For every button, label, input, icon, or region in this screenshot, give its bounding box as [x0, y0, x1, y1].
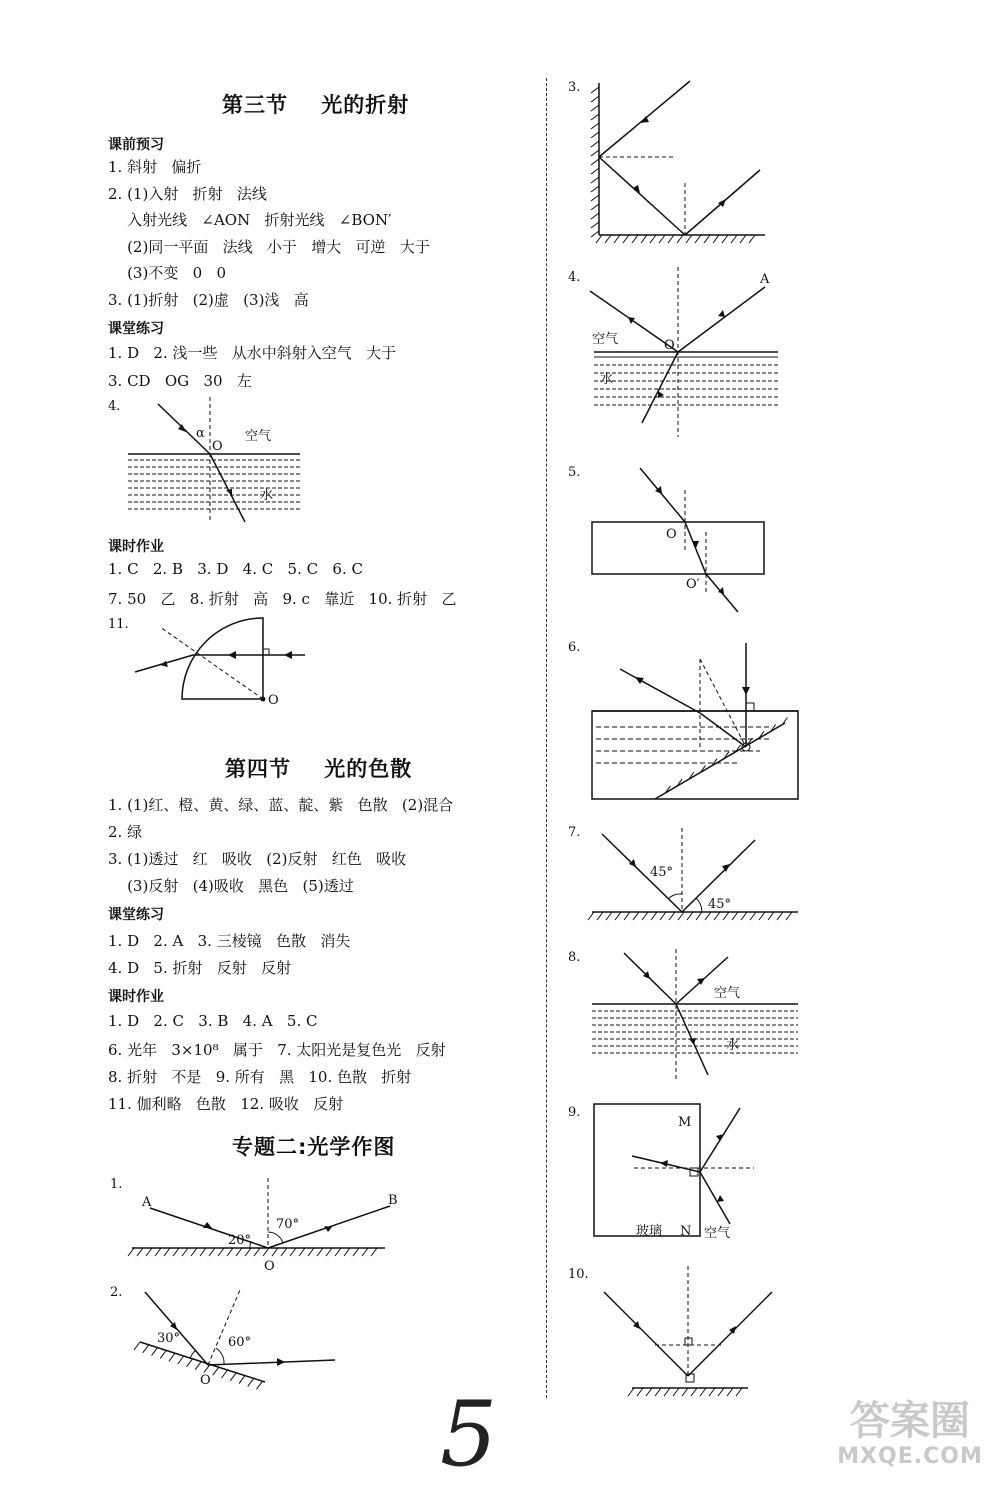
sec4-preview-line-4: (3)反射 (4)吸收 黑色 (5)透过 — [108, 877, 354, 895]
surface-hatch — [591, 204, 599, 210]
surface-hatch — [624, 912, 630, 920]
sec4-homework-line-4: 11. 伽利略 色散 12. 吸收 反射 — [108, 1095, 344, 1113]
figure-number: 1. — [110, 1177, 123, 1192]
surface-hatch — [248, 1378, 254, 1386]
sec4-classwork-line-2: 4. D 5. 折射 反射 反射 — [108, 959, 292, 977]
surface-hatch — [588, 912, 594, 920]
surface-hatch — [227, 1248, 233, 1256]
surface-hatch — [705, 912, 711, 920]
point-n-label: N — [680, 1224, 692, 1239]
surface-hatch — [628, 1388, 634, 1396]
sec3-preview-line-3: 入射光线 ∠AON 折射光线 ∠BON′ — [108, 211, 392, 229]
figure-number: 8. — [568, 950, 581, 965]
figure-6 — [560, 635, 805, 805]
surface-hatch — [696, 912, 702, 920]
point-a-label: A — [142, 1195, 152, 1210]
surface-hatch — [335, 1248, 341, 1256]
surface-hatch — [344, 1248, 350, 1256]
section3-title: 第三节 光的折射 — [222, 93, 410, 117]
surface-hatch — [740, 235, 746, 243]
surface-hatch — [704, 235, 710, 243]
air-label: 空气 — [714, 986, 741, 1001]
surface-hatch — [736, 1388, 742, 1396]
sec3-figure-11 — [100, 612, 320, 712]
surface-hatch — [669, 912, 675, 920]
sec3-classwork-line-2: 3. CD OG 30 左 — [108, 372, 252, 390]
water-label: 水 — [600, 372, 614, 387]
figure-4 — [560, 265, 790, 440]
surface-hatch — [143, 1345, 149, 1353]
surface-hatch — [641, 235, 647, 243]
surface-hatch — [218, 1248, 224, 1256]
figure-number: 6. — [568, 640, 581, 655]
figure-number: 11. — [108, 617, 129, 632]
surface-hatch — [633, 912, 639, 920]
sec3-preview-line-6: 3. (1)折射 (2)虚 (3)浅 高 — [108, 291, 309, 309]
sec3-preview-heading: 课前预习 — [108, 137, 164, 153]
angle-70-label: 70° — [276, 1217, 300, 1232]
air-label: 空气 — [592, 332, 619, 347]
point-o-label: O — [268, 693, 279, 708]
surface-hatch — [591, 141, 599, 147]
surface-hatch — [187, 1359, 193, 1367]
surface-hatch — [673, 1388, 679, 1396]
surface-hatch — [714, 912, 720, 920]
surface-hatch — [718, 1388, 724, 1396]
surface-hatch — [632, 235, 638, 243]
surface-hatch — [655, 1388, 661, 1396]
page-number: 5 — [440, 1382, 498, 1487]
angle-45-right-label: 45° — [708, 897, 732, 912]
surface-hatch — [700, 1388, 706, 1396]
surface-hatch — [254, 1248, 260, 1256]
point-o-label: O — [666, 527, 677, 542]
sec4-homework-heading: 课时作业 — [108, 989, 164, 1005]
column-divider — [546, 78, 547, 1398]
watermark-logo — [826, 1398, 994, 1469]
figure-number: 7. — [568, 825, 581, 840]
figure-number: 2. — [110, 1285, 123, 1300]
angle-20-label: 20° — [228, 1233, 252, 1248]
surface-hatch — [591, 123, 599, 129]
surface-hatch — [137, 1248, 143, 1256]
surface-hatch — [623, 235, 629, 243]
sec4-homework-line-3: 8. 折射 不是 9. 所有 黑 10. 色散 折射 — [108, 1068, 412, 1086]
surface-hatch — [195, 1362, 201, 1370]
surface-hatch — [659, 235, 665, 243]
surface-hatch — [152, 1348, 158, 1356]
surface-hatch — [591, 177, 599, 183]
surface-hatch — [668, 235, 674, 243]
surface-hatch — [741, 912, 747, 920]
surface-hatch — [615, 912, 621, 920]
surface-hatch — [750, 912, 756, 920]
sec4-homework-line-1: 1. D 2. C 3. B 4. A 5. C — [108, 1012, 318, 1030]
figure-number: 4. — [108, 399, 121, 414]
surface-hatch — [731, 235, 737, 243]
surface-hatch — [732, 912, 738, 920]
air-label: 空气 — [704, 1226, 731, 1241]
sec3-homework-line-1: 1. C 2. B 3. D 4. C 5. C 6. C — [108, 560, 363, 578]
sec4-preview-line-3: 3. (1)透过 红 吸收 (2)反射 红色 吸收 — [108, 850, 407, 868]
surface-hatch — [591, 159, 599, 165]
surface-hatch — [326, 1248, 332, 1256]
surface-hatch — [677, 235, 683, 243]
surface-hatch — [230, 1373, 236, 1381]
surface-hatch — [614, 235, 620, 243]
sec3-classwork-line-1: 1. D 2. 浅一些 从水中斜射入空气 大于 — [108, 344, 397, 362]
surface-hatch — [213, 1367, 219, 1375]
surface-hatch — [713, 235, 719, 243]
surface-hatch — [362, 1248, 368, 1256]
surface-hatch — [749, 235, 755, 243]
topic2-title: 专题二:光学作图 — [232, 1135, 396, 1159]
surface-hatch — [591, 186, 599, 192]
surface-hatch — [664, 1388, 670, 1396]
angle-45-left-label: 45° — [650, 865, 674, 880]
surface-hatch — [353, 1248, 359, 1256]
surface-hatch — [317, 1248, 323, 1256]
point-o-label: O — [264, 1259, 275, 1274]
sec3-homework-heading: 课时作业 — [108, 539, 164, 555]
figure-3 — [560, 75, 780, 245]
glass-label: 玻璃 — [636, 1224, 663, 1239]
figure-number: 3. — [568, 80, 581, 95]
sec3-homework-line-2: 7. 50 乙 8. 折射 高 9. c 靠近 10. 折射 乙 — [108, 590, 457, 608]
surface-hatch — [591, 105, 599, 111]
angle-alpha-label: α — [196, 426, 205, 441]
surface-hatch — [596, 235, 602, 243]
angle-30-label: 30° — [157, 1331, 181, 1346]
surface-hatch — [722, 235, 728, 243]
sec4-classwork-heading: 课堂练习 — [108, 907, 164, 923]
surface-hatch — [591, 150, 599, 156]
angle-60-label: 60° — [228, 1335, 252, 1350]
surface-hatch — [695, 235, 701, 243]
surface-hatch — [272, 1248, 278, 1256]
surface-hatch — [597, 912, 603, 920]
air-label: 空气 — [245, 429, 272, 444]
figure-5 — [560, 460, 790, 615]
surface-hatch — [591, 195, 599, 201]
surface-hatch — [209, 1248, 215, 1256]
surface-hatch — [686, 235, 692, 243]
surface-hatch — [642, 912, 648, 920]
point-b-label: B — [388, 1193, 398, 1208]
surface-hatch — [371, 1248, 377, 1256]
surface-hatch — [605, 235, 611, 243]
point-o-label: O — [212, 439, 223, 454]
surface-hatch — [591, 231, 599, 237]
sec3-preview-line-2: 2. (1)入射 折射 法线 — [108, 185, 267, 203]
surface-hatch — [591, 114, 599, 120]
figure-number: 5. — [568, 465, 581, 480]
surface-hatch — [637, 1388, 643, 1396]
point-o-label: O — [664, 338, 675, 353]
sec4-homework-line-2: 6. 光年 3×10⁸ 属于 7. 太阳光是复色光 反射 — [108, 1041, 446, 1059]
surface-hatch — [651, 912, 657, 920]
surface-hatch — [646, 1388, 652, 1396]
surface-hatch — [169, 1353, 175, 1361]
surface-hatch — [164, 1248, 170, 1256]
surface-hatch — [759, 912, 765, 920]
surface-hatch — [173, 1248, 179, 1256]
watermark-line-1: 答案圈 — [850, 1398, 970, 1444]
section4-title: 第四节 光的色散 — [225, 757, 413, 781]
surface-hatch — [191, 1248, 197, 1256]
sec4-preview-line-2: 2. 绿 — [108, 823, 143, 841]
surface-hatch — [182, 1248, 188, 1256]
surface-hatch — [236, 1248, 242, 1256]
figure-number: 10. — [568, 1267, 589, 1282]
sec3-classwork-heading: 课堂练习 — [108, 321, 164, 337]
surface-hatch — [591, 132, 599, 138]
point-m-label: M — [678, 1115, 692, 1130]
figure-number: 4. — [568, 270, 581, 285]
surface-hatch — [146, 1248, 152, 1256]
surface-hatch — [682, 1388, 688, 1396]
sec4-classwork-line-1: 1. D 2. A 3. 三棱镜 色散 消失 — [108, 932, 351, 950]
surface-hatch — [178, 1356, 184, 1364]
surface-hatch — [606, 912, 612, 920]
surface-hatch — [257, 1381, 263, 1389]
figure-9 — [560, 1100, 805, 1245]
topic2-figure-2 — [100, 1280, 360, 1395]
surface-hatch — [290, 1248, 296, 1256]
surface-hatch — [650, 235, 656, 243]
sec3-figure-4 — [100, 392, 310, 528]
surface-hatch — [786, 912, 792, 920]
figure-10 — [560, 1262, 805, 1397]
figure-7 — [560, 820, 805, 920]
figure-8 — [560, 945, 805, 1085]
sec3-preview-line-4: (2)同一平面 法线 小于 增大 可逆 大于 — [108, 238, 430, 256]
surface-hatch — [299, 1248, 305, 1256]
water-label: 水 — [260, 488, 274, 503]
surface-hatch — [768, 912, 774, 920]
surface-hatch — [591, 168, 599, 174]
surface-hatch — [281, 1248, 287, 1256]
surface-hatch — [222, 1370, 228, 1378]
watermark-line-2: MXQE.COM — [837, 1444, 983, 1469]
surface-hatch — [678, 912, 684, 920]
surface-hatch — [263, 1248, 269, 1256]
surface-hatch — [591, 96, 599, 102]
surface-hatch — [245, 1248, 251, 1256]
surface-hatch — [160, 1350, 166, 1358]
point-o-label: O — [200, 1373, 211, 1388]
point-a-label: A — [760, 272, 770, 287]
surface-hatch — [591, 222, 599, 228]
sec4-preview-line-1: 1. (1)红、橙、黄、绿、蓝、靛、紫 色散 (2)混合 — [108, 796, 454, 814]
water-label: 水 — [726, 1038, 740, 1053]
surface-hatch — [660, 912, 666, 920]
surface-hatch — [727, 1388, 733, 1396]
surface-hatch — [239, 1376, 245, 1384]
surface-hatch — [308, 1248, 314, 1256]
sec3-preview-line-1: 1. 斜射 偏折 — [108, 158, 202, 176]
surface-hatch — [709, 1388, 715, 1396]
surface-hatch — [591, 87, 599, 93]
sec3-preview-line-5: (3)不变 0 0 — [108, 264, 227, 282]
surface-hatch — [723, 912, 729, 920]
point-o-prime-label: O′ — [686, 577, 700, 592]
surface-hatch — [777, 912, 783, 920]
figure-number: 9. — [568, 1105, 581, 1120]
topic2-figure-1 — [100, 1170, 400, 1275]
surface-hatch — [128, 1248, 134, 1256]
surface-hatch — [155, 1248, 161, 1256]
surface-hatch — [691, 1388, 697, 1396]
surface-hatch — [200, 1248, 206, 1256]
surface-hatch — [687, 912, 693, 920]
surface-hatch — [134, 1342, 140, 1350]
surface-hatch — [591, 213, 599, 219]
